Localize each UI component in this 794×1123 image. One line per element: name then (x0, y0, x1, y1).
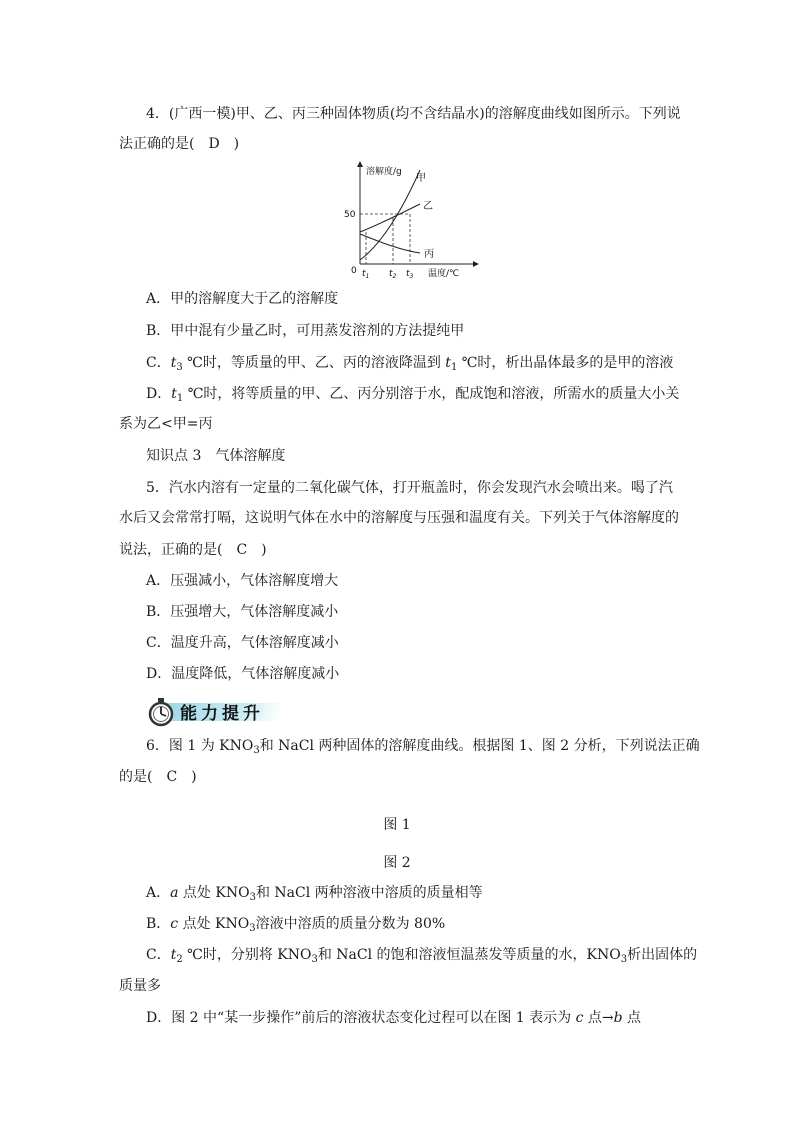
legend-label-bing: 丙 (424, 249, 434, 260)
x-tick-label-t3: $t_3$ (406, 269, 414, 280)
y-axis-label: 溶解度/g (366, 167, 402, 177)
section-3-title: 知识点 3 气体溶解度 (146, 448, 286, 464)
solubility-chart (340, 160, 480, 280)
y-tick-label-50: 50 (344, 210, 356, 220)
q6-stem-line2: 的是( C ) (119, 769, 197, 785)
q4-option-d-cont: 系为乙<甲=丙 (119, 416, 213, 432)
series-yi-curve (360, 204, 420, 232)
q5-stem-line3: 说法，正确的是( C ) (119, 542, 267, 558)
figure-2-caption: 图 2 (383, 855, 411, 871)
series-bing-curve (360, 234, 420, 253)
legend-label-yi: 乙 (423, 201, 433, 212)
q6-stem-line1: 6．图 1 为 $KNO_3$和 NaCl 两种固体的溶解度曲线。根据图 1、图 2 分析，下列说法正确 (146, 738, 700, 756)
q6-option-a: A．a 点处 $KNO_3$和 NaCl 两种溶液中溶质的质量相等 (146, 885, 483, 903)
q5-option-a: A．压强减小，气体溶解度增大 (146, 573, 339, 589)
stopwatch-icon (146, 697, 176, 727)
series-jia-curve (360, 170, 420, 260)
q6-option-c-cont: 质量多 (119, 978, 161, 994)
ability-banner (146, 697, 280, 725)
q6-option-b: B．c 点处 $KNO_3$溶液中溶质的质量分数为 80% (146, 916, 446, 934)
q6-option-c: C．$t_2$ ℃时，分别将 $KNO_3$和 NaCl 的饱和溶液恒温蒸发等质量的水，$KNO_3$析出固体的 (146, 947, 698, 965)
q5-stem-line1: 5．汽水内溶有一定量的二氧化碳气体，打开瓶盖时，你会发现汽水会喷出来。喝了汽 (146, 480, 673, 496)
q5-option-b: B．压强增大，气体溶解度减小 (146, 604, 339, 620)
q4-option-b: B．甲中混有少量乙时，可用蒸发溶剂的方法提纯甲 (146, 323, 465, 339)
q4-stem-line1: 4．(广西一模)甲、乙、丙三种固体物质(均不含结晶水)的溶解度曲线如图所示。下列说 (146, 106, 681, 122)
q4-option-d: D．$t_1$ ℃时，将等质量的甲、乙、丙分别溶于水，配成饱和溶液，所需水的质量大小关 (146, 386, 680, 404)
x-tick-label-t1: $t_1$ (362, 269, 370, 280)
q5-stem-line2: 水后又会常常打嗝，这说明气体在水中的溶解度与压强和温度有关。下列关于气体溶解度的 (119, 510, 679, 526)
banner-title: 能力提升 (180, 704, 264, 724)
legend-label-jia: 甲 (416, 173, 426, 184)
q4-option-a: A．甲的溶解度大于乙的溶解度 (146, 291, 339, 307)
q5-option-d: D．温度降低，气体溶解度减小 (146, 666, 340, 682)
x-axis-label: 温度/℃ (428, 269, 460, 279)
figure-1-caption: 图 1 (383, 817, 411, 833)
q4-stem-line2: 法正确的是( D ) (119, 136, 240, 152)
q5-option-c: C．温度升高，气体溶解度减小 (146, 635, 339, 651)
q6-option-d: D．图 2 中“某一步操作”前后的溶液状态变化过程可以在图 1 表示为 c 点→b 点 (146, 1010, 642, 1026)
origin-label: 0 (351, 266, 357, 276)
x-tick-label-t2: $t_2$ (389, 269, 397, 280)
q4-option-c: C．$t_3$ ℃时，等质量的甲、乙、丙的溶液降温到 $t_1$ ℃时，析出晶体最多的是甲的溶液 (146, 355, 674, 373)
